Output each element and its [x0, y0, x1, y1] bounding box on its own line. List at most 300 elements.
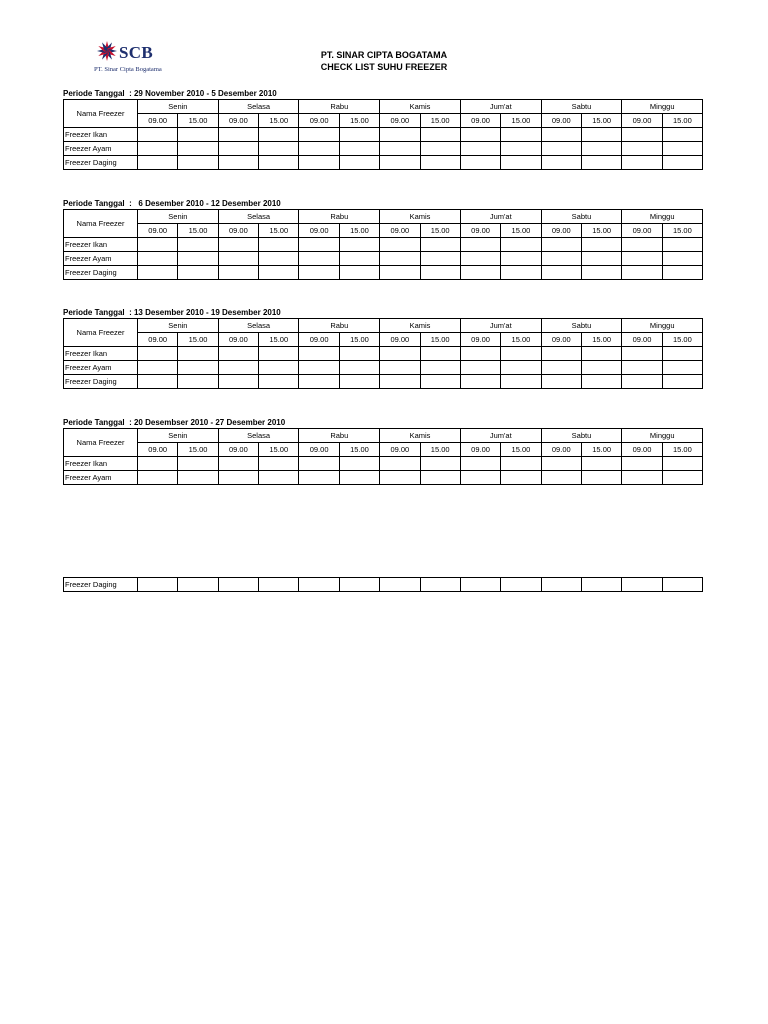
temp-cell[interactable] — [178, 578, 218, 592]
temp-cell[interactable] — [622, 457, 662, 471]
temp-cell[interactable] — [662, 252, 702, 266]
temp-cell[interactable] — [138, 375, 178, 389]
temp-cell[interactable] — [541, 361, 581, 375]
temp-cell[interactable] — [138, 266, 178, 280]
temp-cell[interactable] — [259, 238, 299, 252]
temp-cell[interactable] — [259, 128, 299, 142]
temp-cell[interactable] — [662, 128, 702, 142]
temp-cell[interactable] — [420, 142, 460, 156]
temp-cell[interactable] — [541, 375, 581, 389]
temp-cell[interactable] — [501, 128, 541, 142]
temp-cell[interactable] — [581, 128, 621, 142]
temp-cell[interactable] — [339, 457, 379, 471]
time-header: 15.00 — [420, 443, 460, 457]
temp-cell[interactable] — [420, 578, 460, 592]
day-header: Sabtu — [541, 319, 622, 333]
temp-cell[interactable] — [138, 471, 178, 485]
temp-cell[interactable] — [138, 238, 178, 252]
temp-cell[interactable] — [501, 578, 541, 592]
time-header: 15.00 — [259, 443, 299, 457]
temp-cell[interactable] — [662, 156, 702, 170]
day-header: Kamis — [380, 429, 461, 443]
temp-cell[interactable] — [380, 142, 420, 156]
period-label: Periode Tanggal : 20 Desembser 2010 - 27 Desember 2010 — [63, 418, 286, 427]
temp-cell[interactable] — [339, 375, 379, 389]
temp-cell[interactable] — [138, 252, 178, 266]
temp-cell[interactable] — [299, 238, 339, 252]
document-title: CHECK LIST SUHU FREEZER — [320, 62, 448, 72]
time-header: 09.00 — [138, 114, 178, 128]
temp-cell[interactable] — [420, 361, 460, 375]
time-header: 09.00 — [138, 224, 178, 238]
temp-cell[interactable] — [460, 457, 500, 471]
time-header: 09.00 — [622, 333, 662, 347]
temp-cell[interactable] — [581, 361, 621, 375]
temp-cell[interactable] — [662, 375, 702, 389]
period-section — [63, 417, 703, 485]
temp-cell[interactable] — [380, 457, 420, 471]
temp-cell[interactable] — [218, 471, 258, 485]
time-header: 15.00 — [662, 333, 702, 347]
day-header: Selasa — [218, 319, 299, 333]
day-header: Rabu — [299, 100, 380, 114]
temp-cell[interactable] — [460, 347, 500, 361]
time-header: 15.00 — [178, 443, 218, 457]
temp-cell[interactable] — [178, 375, 218, 389]
temp-cell[interactable] — [662, 347, 702, 361]
row-label: Freezer Ikan — [64, 238, 138, 252]
table-row — [64, 578, 703, 592]
row-label: Freezer Ikan — [64, 347, 138, 361]
temp-cell[interactable] — [259, 142, 299, 156]
temp-cell[interactable] — [339, 471, 379, 485]
time-header: 09.00 — [138, 333, 178, 347]
temp-cell[interactable] — [460, 142, 500, 156]
table-header-row — [64, 210, 703, 224]
temp-cell[interactable] — [581, 142, 621, 156]
temp-cell[interactable] — [501, 347, 541, 361]
temp-cell[interactable] — [420, 156, 460, 170]
time-header: 09.00 — [380, 224, 420, 238]
period-section — [63, 307, 703, 389]
temp-cell[interactable] — [339, 142, 379, 156]
temp-cell[interactable] — [581, 457, 621, 471]
temp-cell[interactable] — [299, 375, 339, 389]
day-header: Rabu — [299, 319, 380, 333]
table-row — [64, 252, 703, 266]
day-header: Jum'at — [460, 210, 541, 224]
temp-cell[interactable] — [420, 238, 460, 252]
temp-cell[interactable] — [259, 375, 299, 389]
time-header: 09.00 — [622, 443, 662, 457]
row-label: Freezer Ayam — [64, 361, 138, 375]
temp-cell[interactable] — [259, 457, 299, 471]
column-header-name: Nama Freezer — [64, 319, 138, 347]
company-name: PT. SINAR CIPTA BOGATAMA — [320, 50, 448, 60]
temp-cell[interactable] — [259, 156, 299, 170]
time-header: 09.00 — [460, 114, 500, 128]
table-row — [64, 375, 703, 389]
table-row — [64, 266, 703, 280]
time-header: 15.00 — [420, 224, 460, 238]
temp-cell[interactable] — [541, 252, 581, 266]
temp-cell[interactable] — [581, 578, 621, 592]
day-header: Jum'at — [460, 319, 541, 333]
temp-cell[interactable] — [138, 457, 178, 471]
temp-cell[interactable] — [138, 347, 178, 361]
temp-cell[interactable] — [259, 361, 299, 375]
temp-cell[interactable] — [178, 471, 218, 485]
time-header: 09.00 — [541, 443, 581, 457]
temp-cell[interactable] — [501, 252, 541, 266]
table-subheader-row — [64, 333, 703, 347]
temp-cell[interactable] — [460, 471, 500, 485]
temp-cell[interactable] — [541, 471, 581, 485]
temp-cell[interactable] — [138, 142, 178, 156]
checklist-table — [63, 428, 703, 485]
temp-cell[interactable] — [218, 347, 258, 361]
period-label: Periode Tanggal : 6 Desember 2010 - 12 Desember 2010 — [63, 199, 281, 208]
temp-cell[interactable] — [380, 156, 420, 170]
temp-cell[interactable] — [420, 457, 460, 471]
table-row — [64, 361, 703, 375]
temp-cell[interactable] — [581, 238, 621, 252]
temp-cell[interactable] — [259, 252, 299, 266]
day-header: Kamis — [380, 210, 461, 224]
temp-cell[interactable] — [339, 238, 379, 252]
table-row — [64, 471, 703, 485]
day-header: Senin — [138, 100, 219, 114]
temp-cell[interactable] — [299, 266, 339, 280]
temp-cell[interactable] — [380, 578, 420, 592]
temp-cell[interactable] — [339, 156, 379, 170]
temp-cell[interactable] — [339, 361, 379, 375]
temp-cell[interactable] — [339, 266, 379, 280]
temp-cell[interactable] — [460, 252, 500, 266]
time-header: 15.00 — [581, 224, 621, 238]
row-label: Freezer Daging — [64, 156, 138, 170]
temp-cell[interactable] — [501, 361, 541, 375]
temp-cell[interactable] — [380, 361, 420, 375]
temp-cell[interactable] — [138, 156, 178, 170]
temp-cell[interactable] — [662, 238, 702, 252]
day-header: Jum'at — [460, 429, 541, 443]
day-header: Kamis — [380, 100, 461, 114]
day-header: Minggu — [622, 429, 703, 443]
temp-cell[interactable] — [218, 266, 258, 280]
table-subheader-row — [64, 443, 703, 457]
table-row — [64, 142, 703, 156]
temp-cell[interactable] — [299, 457, 339, 471]
temp-cell[interactable] — [541, 142, 581, 156]
table-header-row — [64, 319, 703, 333]
temp-cell[interactable] — [581, 471, 621, 485]
time-header: 09.00 — [218, 224, 258, 238]
temp-cell[interactable] — [501, 156, 541, 170]
table-row — [64, 128, 703, 142]
table-row — [64, 457, 703, 471]
temp-cell[interactable] — [460, 238, 500, 252]
period-section — [63, 88, 703, 170]
temp-cell[interactable] — [581, 375, 621, 389]
temp-cell[interactable] — [622, 578, 662, 592]
temp-cell[interactable] — [622, 375, 662, 389]
time-header: 15.00 — [662, 443, 702, 457]
temp-cell[interactable] — [662, 457, 702, 471]
temp-cell[interactable] — [178, 266, 218, 280]
time-header: 15.00 — [662, 114, 702, 128]
logo-subtitle: PT. Sinar Cipta Bogatama — [94, 66, 162, 73]
time-header: 09.00 — [299, 443, 339, 457]
temp-cell[interactable] — [460, 266, 500, 280]
temp-cell[interactable] — [420, 266, 460, 280]
temp-cell[interactable] — [218, 375, 258, 389]
temp-cell[interactable] — [218, 238, 258, 252]
time-header: 15.00 — [581, 443, 621, 457]
time-header: 09.00 — [460, 333, 500, 347]
period-label: Periode Tanggal : 29 November 2010 - 5 Desember 2010 — [63, 89, 277, 98]
temp-cell[interactable] — [299, 361, 339, 375]
temp-cell[interactable] — [460, 375, 500, 389]
time-header: 09.00 — [380, 443, 420, 457]
day-header: Sabtu — [541, 100, 622, 114]
day-header: Minggu — [622, 319, 703, 333]
table-subheader-row — [64, 224, 703, 238]
temp-cell[interactable] — [581, 252, 621, 266]
time-header: 09.00 — [541, 333, 581, 347]
temp-cell[interactable] — [218, 156, 258, 170]
time-header: 09.00 — [380, 333, 420, 347]
temp-cell[interactable] — [138, 361, 178, 375]
temp-cell[interactable] — [541, 347, 581, 361]
temp-cell[interactable] — [622, 252, 662, 266]
time-header: 09.00 — [460, 443, 500, 457]
time-header: 15.00 — [339, 443, 379, 457]
row-label: Freezer Ayam — [64, 471, 138, 485]
temp-cell[interactable] — [420, 347, 460, 361]
time-header: 09.00 — [138, 443, 178, 457]
temp-cell[interactable] — [501, 375, 541, 389]
temp-cell[interactable] — [622, 266, 662, 280]
temp-cell[interactable] — [460, 156, 500, 170]
day-header: Minggu — [622, 100, 703, 114]
time-header: 09.00 — [299, 224, 339, 238]
time-header: 15.00 — [178, 333, 218, 347]
temp-cell[interactable] — [501, 238, 541, 252]
row-label: Freezer Ikan — [64, 457, 138, 471]
row-label: Freezer Ikan — [64, 128, 138, 142]
temp-cell[interactable] — [622, 238, 662, 252]
temp-cell[interactable] — [178, 361, 218, 375]
time-header: 09.00 — [541, 114, 581, 128]
temp-cell[interactable] — [541, 578, 581, 592]
row-label: Freezer Ayam — [64, 142, 138, 156]
temp-cell[interactable] — [178, 252, 218, 266]
table-header-row — [64, 429, 703, 443]
temp-cell[interactable] — [541, 128, 581, 142]
temp-cell[interactable] — [178, 238, 218, 252]
temp-cell[interactable] — [420, 471, 460, 485]
temp-cell[interactable] — [339, 252, 379, 266]
temp-cell[interactable] — [218, 128, 258, 142]
time-header: 15.00 — [339, 224, 379, 238]
temp-cell[interactable] — [178, 142, 218, 156]
time-header: 09.00 — [218, 333, 258, 347]
temp-cell[interactable] — [460, 128, 500, 142]
temp-cell[interactable] — [380, 252, 420, 266]
checklist-table — [63, 99, 703, 170]
time-header: 15.00 — [178, 224, 218, 238]
time-header: 09.00 — [299, 333, 339, 347]
temp-cell[interactable] — [581, 266, 621, 280]
temp-cell[interactable] — [420, 252, 460, 266]
time-header: 15.00 — [259, 114, 299, 128]
logo-text: SCB — [119, 43, 153, 62]
temp-cell[interactable] — [178, 156, 218, 170]
time-header: 15.00 — [339, 333, 379, 347]
temp-cell[interactable] — [420, 128, 460, 142]
temp-cell[interactable] — [380, 347, 420, 361]
temp-cell[interactable] — [178, 457, 218, 471]
temp-cell[interactable] — [501, 266, 541, 280]
time-header: 09.00 — [460, 224, 500, 238]
temp-cell[interactable] — [380, 238, 420, 252]
time-header: 15.00 — [178, 114, 218, 128]
time-header: 09.00 — [541, 224, 581, 238]
temp-cell[interactable] — [622, 128, 662, 142]
row-label: Freezer Daging — [64, 375, 138, 389]
temp-cell[interactable] — [299, 142, 339, 156]
temp-cell[interactable] — [299, 252, 339, 266]
time-header: 09.00 — [218, 114, 258, 128]
company-logo — [92, 40, 172, 78]
temp-cell[interactable] — [218, 252, 258, 266]
day-header: Selasa — [218, 100, 299, 114]
time-header: 15.00 — [501, 114, 541, 128]
temp-cell[interactable] — [218, 457, 258, 471]
table-row — [64, 347, 703, 361]
temp-cell[interactable] — [299, 128, 339, 142]
temp-cell[interactable] — [622, 361, 662, 375]
temp-cell[interactable] — [622, 142, 662, 156]
temp-cell[interactable] — [380, 128, 420, 142]
table-subheader-row — [64, 114, 703, 128]
time-header: 09.00 — [299, 114, 339, 128]
day-header: Sabtu — [541, 429, 622, 443]
temp-cell[interactable] — [218, 578, 258, 592]
temp-cell[interactable] — [218, 361, 258, 375]
day-header: Senin — [138, 210, 219, 224]
temp-cell[interactable] — [622, 156, 662, 170]
temp-cell[interactable] — [218, 142, 258, 156]
temp-cell[interactable] — [541, 266, 581, 280]
temp-cell[interactable] — [501, 142, 541, 156]
temp-cell[interactable] — [259, 266, 299, 280]
temp-cell[interactable] — [259, 578, 299, 592]
time-header: 15.00 — [581, 114, 621, 128]
logo-emblem-icon — [96, 40, 118, 62]
loose-row-table — [63, 577, 703, 592]
temp-cell[interactable] — [380, 471, 420, 485]
day-header: Sabtu — [541, 210, 622, 224]
temp-cell[interactable] — [581, 156, 621, 170]
row-label: Freezer Daging — [64, 266, 138, 280]
temp-cell[interactable] — [339, 347, 379, 361]
day-header: Rabu — [299, 210, 380, 224]
temp-cell[interactable] — [662, 142, 702, 156]
temp-cell[interactable] — [138, 578, 178, 592]
time-header: 09.00 — [622, 224, 662, 238]
temp-cell[interactable] — [259, 471, 299, 485]
temp-cell[interactable] — [541, 156, 581, 170]
time-header: 15.00 — [420, 333, 460, 347]
temp-cell[interactable] — [420, 375, 460, 389]
time-header: 15.00 — [501, 224, 541, 238]
time-header: 09.00 — [622, 114, 662, 128]
time-header: 15.00 — [259, 224, 299, 238]
temp-cell[interactable] — [339, 128, 379, 142]
temp-cell[interactable] — [622, 347, 662, 361]
temp-cell[interactable] — [541, 238, 581, 252]
temp-cell[interactable] — [662, 471, 702, 485]
time-header: 15.00 — [259, 333, 299, 347]
temp-cell[interactable] — [541, 457, 581, 471]
temp-cell[interactable] — [501, 471, 541, 485]
temp-cell[interactable] — [662, 361, 702, 375]
temp-cell[interactable] — [259, 347, 299, 361]
day-header: Senin — [138, 429, 219, 443]
temp-cell[interactable] — [662, 266, 702, 280]
table-row — [64, 156, 703, 170]
column-header-name: Nama Freezer — [64, 429, 138, 457]
temp-cell[interactable] — [299, 471, 339, 485]
temp-cell[interactable] — [460, 361, 500, 375]
temp-cell[interactable] — [178, 128, 218, 142]
time-header: 15.00 — [581, 333, 621, 347]
period-section — [63, 198, 703, 280]
temp-cell[interactable] — [138, 128, 178, 142]
day-header: Selasa — [218, 429, 299, 443]
temp-cell[interactable] — [581, 347, 621, 361]
temp-cell[interactable] — [299, 578, 339, 592]
time-header: 15.00 — [501, 333, 541, 347]
checklist-table — [63, 318, 703, 389]
day-header: Minggu — [622, 210, 703, 224]
temp-cell[interactable] — [380, 266, 420, 280]
day-header: Rabu — [299, 429, 380, 443]
temp-cell[interactable] — [339, 578, 379, 592]
checklist-table — [63, 209, 703, 280]
day-header: Selasa — [218, 210, 299, 224]
temp-cell[interactable] — [299, 156, 339, 170]
temp-cell[interactable] — [662, 578, 702, 592]
temp-cell[interactable] — [299, 347, 339, 361]
time-header: 15.00 — [501, 443, 541, 457]
temp-cell[interactable] — [622, 471, 662, 485]
time-header: 15.00 — [420, 114, 460, 128]
time-header: 15.00 — [662, 224, 702, 238]
day-header: Kamis — [380, 319, 461, 333]
temp-cell[interactable] — [460, 578, 500, 592]
column-header-name: Nama Freezer — [64, 210, 138, 238]
temp-cell[interactable] — [178, 347, 218, 361]
time-header: 15.00 — [339, 114, 379, 128]
period-label: Periode Tanggal : 13 Desember 2010 - 19 Desember 2010 — [63, 308, 281, 317]
temp-cell[interactable] — [501, 457, 541, 471]
row-label: Freezer Ayam — [64, 252, 138, 266]
table-header-row — [64, 100, 703, 114]
temp-cell[interactable] — [380, 375, 420, 389]
